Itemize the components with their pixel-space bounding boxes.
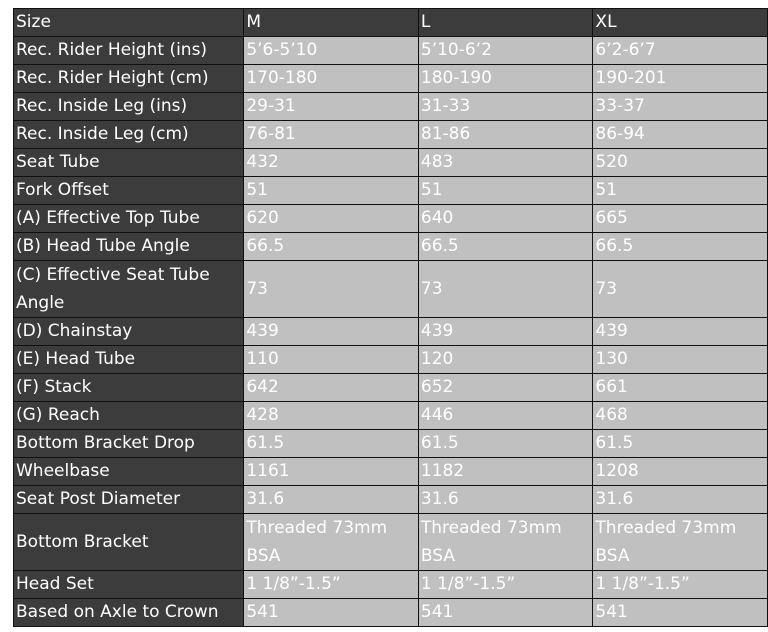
table-row — [14, 318, 768, 346]
value-cell: 661 — [593, 374, 768, 402]
value-cell: 6’2-6’7 — [593, 37, 768, 65]
table-row — [14, 514, 768, 571]
table-row — [14, 374, 768, 402]
table-row — [14, 93, 768, 121]
value-cell: 31.6 — [244, 486, 419, 514]
row-label-cell: Rec. Inside Leg (ins) — [14, 93, 244, 121]
row-label-cell: (C) Effective Seat Tube Angle — [14, 261, 244, 318]
value-cell: 439 — [244, 318, 419, 346]
value-cell: 51 — [418, 177, 593, 205]
header-row — [14, 9, 768, 37]
value-cell: 29-31 — [244, 93, 419, 121]
value-cell: 1182 — [418, 458, 593, 486]
value-cell: 5’10-6’2 — [418, 37, 593, 65]
table-row — [14, 177, 768, 205]
value-cell: 130 — [593, 346, 768, 374]
header-label-cell: Size — [14, 9, 244, 37]
table-row — [14, 458, 768, 486]
value-cell: 66.5 — [244, 233, 419, 261]
value-cell: 66.5 — [418, 233, 593, 261]
value-cell: 1 1/8”-1.5” — [418, 571, 593, 599]
value-cell: 31-33 — [418, 93, 593, 121]
value-cell: 61.5 — [593, 430, 768, 458]
value-cell: 1161 — [244, 458, 419, 486]
table-row — [14, 571, 768, 599]
row-label-cell: Based on Axle to Crown — [14, 599, 244, 627]
value-cell: Threaded 73mm BSA — [244, 514, 419, 571]
table-row — [14, 233, 768, 261]
table-row — [14, 430, 768, 458]
value-cell: 33-37 — [593, 93, 768, 121]
value-cell: 51 — [593, 177, 768, 205]
value-cell: 483 — [418, 149, 593, 177]
value-cell: 190-201 — [593, 65, 768, 93]
value-cell: 439 — [418, 318, 593, 346]
row-label-cell: (F) Stack — [14, 374, 244, 402]
value-cell: 541 — [418, 599, 593, 627]
value-cell: 541 — [593, 599, 768, 627]
geometry-table — [13, 8, 768, 627]
size-l-cell: L — [418, 9, 593, 37]
value-cell: 120 — [418, 346, 593, 374]
table-row — [14, 65, 768, 93]
table-row — [14, 402, 768, 430]
value-cell: 439 — [593, 318, 768, 346]
size-xl-cell: XL — [593, 9, 768, 37]
value-cell: 81-86 — [418, 121, 593, 149]
table-row — [14, 599, 768, 627]
value-cell: 1208 — [593, 458, 768, 486]
row-label-cell: Rec. Inside Leg (cm) — [14, 121, 244, 149]
value-cell: 541 — [244, 599, 419, 627]
value-cell: 61.5 — [244, 430, 419, 458]
row-label-cell: (B) Head Tube Angle — [14, 233, 244, 261]
row-label-cell: Bottom Bracket Drop — [14, 430, 244, 458]
row-label-cell: Seat Tube — [14, 149, 244, 177]
value-cell: 86-94 — [593, 121, 768, 149]
table-row — [14, 149, 768, 177]
value-cell: 620 — [244, 205, 419, 233]
row-label-cell: (G) Reach — [14, 402, 244, 430]
value-cell: 446 — [418, 402, 593, 430]
value-cell: 5’6-5’10 — [244, 37, 419, 65]
row-label-cell: Fork Offset — [14, 177, 244, 205]
value-cell: 73 — [244, 261, 419, 318]
table-row — [14, 37, 768, 65]
row-label-cell: (E) Head Tube — [14, 346, 244, 374]
value-cell: Threaded 73mm BSA — [418, 514, 593, 571]
value-cell: 73 — [418, 261, 593, 318]
row-label-cell: Head Set — [14, 571, 244, 599]
value-cell: 31.6 — [418, 486, 593, 514]
value-cell: 432 — [244, 149, 419, 177]
table-row — [14, 346, 768, 374]
row-label-cell: Seat Post Diameter — [14, 486, 244, 514]
row-label-cell: (D) Chainstay — [14, 318, 244, 346]
row-label-cell: Rec. Rider Height (ins) — [14, 37, 244, 65]
value-cell: 66.5 — [593, 233, 768, 261]
table-row — [14, 121, 768, 149]
value-cell: 520 — [593, 149, 768, 177]
value-cell: 31.6 — [593, 486, 768, 514]
value-cell: 642 — [244, 374, 419, 402]
value-cell: 170-180 — [244, 65, 419, 93]
value-cell: 110 — [244, 346, 419, 374]
table-row — [14, 205, 768, 233]
table-row — [14, 261, 768, 318]
value-cell: 180-190 — [418, 65, 593, 93]
value-cell: 1 1/8”-1.5” — [593, 571, 768, 599]
value-cell: Threaded 73mm BSA — [593, 514, 768, 571]
value-cell: 428 — [244, 402, 419, 430]
value-cell: 468 — [593, 402, 768, 430]
value-cell: 73 — [593, 261, 768, 318]
size-m-cell: M — [244, 9, 419, 37]
table-row — [14, 486, 768, 514]
row-label-cell: Bottom Bracket — [14, 514, 244, 571]
row-label-cell: Rec. Rider Height (cm) — [14, 65, 244, 93]
row-label-cell: Wheelbase — [14, 458, 244, 486]
value-cell: 652 — [418, 374, 593, 402]
value-cell: 1 1/8”-1.5” — [244, 571, 419, 599]
value-cell: 76-81 — [244, 121, 419, 149]
geometry-table-body — [14, 9, 768, 627]
value-cell: 665 — [593, 205, 768, 233]
value-cell: 61.5 — [418, 430, 593, 458]
value-cell: 640 — [418, 205, 593, 233]
row-label-cell: (A) Effective Top Tube — [14, 205, 244, 233]
value-cell: 51 — [244, 177, 419, 205]
